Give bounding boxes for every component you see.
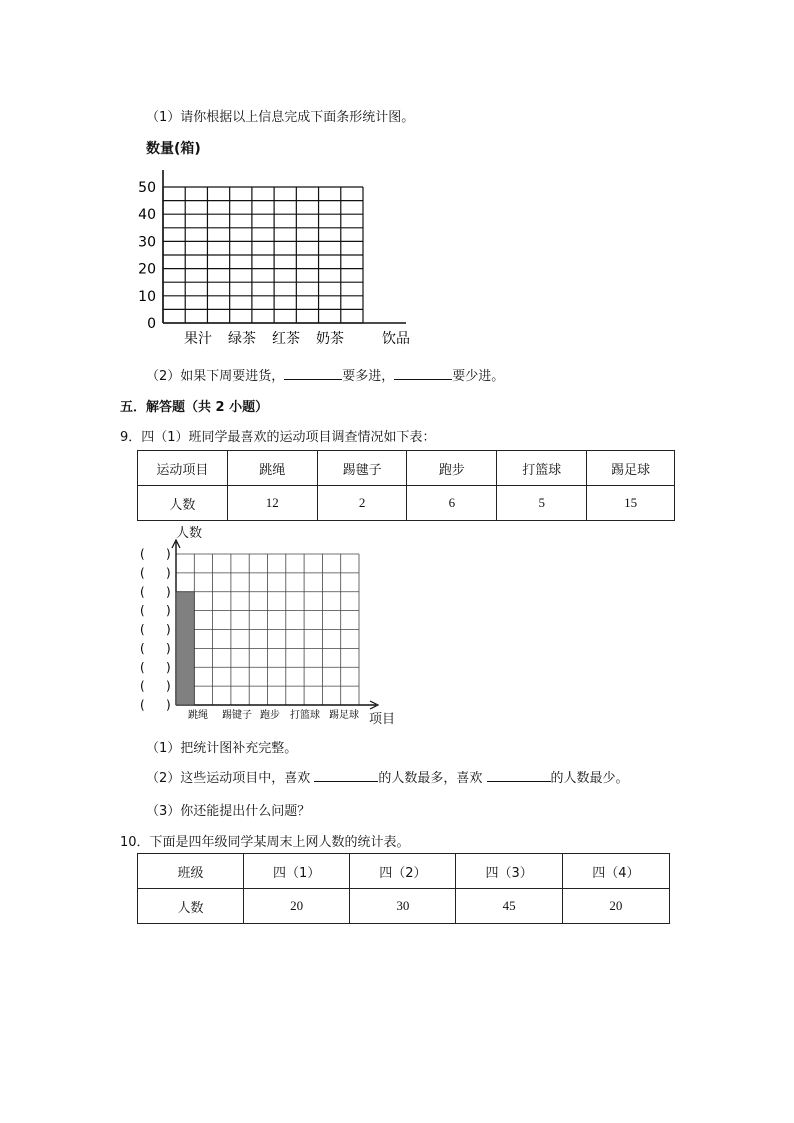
q10-table-cell: 45: [456, 889, 562, 924]
q8-chart-ylabel: 数量(箱): [146, 141, 201, 157]
y-label-paren-close: ): [166, 679, 171, 694]
q9-part1: （1）把统计图补充完整。: [146, 741, 298, 756]
q10-table-cell: 四（3）: [456, 854, 562, 889]
y-label-paren-close: ): [166, 622, 171, 637]
y-tick-label: 50: [138, 180, 156, 196]
q9-table-cell: 5: [497, 486, 587, 521]
y-label-paren-open: (: [140, 603, 145, 618]
q9-table-cell: 跑步: [407, 451, 497, 486]
q9-chart-svg: [130, 538, 410, 728]
y-label-paren-close: ): [166, 603, 171, 618]
x-tick-label: 跑步: [260, 710, 280, 721]
q10-table-cell: 人数: [138, 889, 244, 924]
y-label-paren-close: ): [166, 565, 171, 580]
q9-chart: [130, 538, 410, 728]
q10-table-header-row: [138, 854, 670, 889]
q9-table-cell: 15: [587, 486, 675, 521]
q9-blank-most[interactable]: [314, 769, 378, 782]
y-label-paren-open: (: [140, 622, 145, 637]
q9-table-cell: 跳绳: [227, 451, 317, 486]
q10-table-cell: 30: [350, 889, 456, 924]
x-tick-label: 红茶: [272, 331, 300, 347]
q10-table-data-row: [138, 889, 670, 924]
y-label-paren-open: (: [140, 565, 145, 580]
q8-part2-c: 要少进。: [452, 369, 505, 384]
q9-chart-xlabel: 项目: [369, 712, 396, 727]
q10-table: [137, 853, 670, 924]
y-tick-label: 20: [138, 261, 156, 278]
x-tick-label: 打篮球: [290, 710, 320, 721]
x-axis-label: 饮品: [382, 331, 410, 347]
q8-blank-more[interactable]: [284, 367, 342, 380]
y-label-paren-open: (: [140, 698, 145, 712]
x-tick-label: 果汁: [184, 331, 212, 347]
q10-table-cell: 20: [244, 889, 350, 924]
q10-table-cell: 四（1）: [244, 854, 350, 889]
q9-table: [137, 450, 675, 521]
q10-stem: 10．下面是四年级同学某周末上网人数的统计表。: [120, 835, 410, 850]
q8-part1: （1）请你根据以上信息完成下面条形统计图。: [146, 110, 415, 125]
q8-part2-b: 要多进，: [342, 369, 395, 384]
y-label-paren-close: ): [166, 660, 171, 675]
q10-table-cell: 四（2）: [350, 854, 456, 889]
q10-table-cell: 四（4）: [562, 854, 669, 889]
q9-table-cell: 12: [227, 486, 317, 521]
q9-part2-c: 的人数最少。: [550, 771, 629, 786]
q10-table-cell: 班级: [138, 854, 244, 889]
q9-table-cell: 2: [317, 486, 407, 521]
x-tick-label: 踢键子: [222, 710, 252, 721]
x-tick-label: 踢足球: [329, 710, 359, 721]
y-tick-label: 0: [147, 316, 156, 332]
q9-part3: （3）你还能提出什么问题？: [146, 804, 311, 819]
q9-table-cell: 人数: [138, 486, 228, 521]
q9-table-cell: 踢毽子: [317, 451, 407, 486]
q9-chart-ylabel: 人数: [176, 526, 203, 541]
y-tick-label: 40: [138, 207, 156, 224]
y-label-paren-open: (: [140, 679, 145, 694]
y-label-paren-close: ): [166, 698, 171, 712]
y-label-paren-close: ): [166, 641, 171, 656]
y-label-paren-open: (: [140, 660, 145, 675]
q9-table-cell: 6: [407, 486, 497, 521]
y-tick-label: 10: [138, 288, 156, 305]
y-label-paren-close: ): [166, 547, 171, 561]
q9-table-cell: 运动项目: [138, 451, 228, 486]
y-tick-label: 30: [138, 234, 156, 251]
q8-part2: [146, 365, 504, 384]
q9-table-cell: 踢足球: [587, 451, 675, 486]
y-label-paren-close: ): [166, 584, 171, 599]
q9-table-cell: 打篮球: [497, 451, 587, 486]
q9-table-header-row: [138, 451, 675, 486]
q8-blank-less[interactable]: [394, 367, 452, 380]
x-tick-label: 绿茶: [228, 331, 256, 347]
q8-part2-a: （2）如果下周要进货，: [146, 369, 285, 384]
q9-part2-b: 的人数最多，喜欢: [378, 771, 487, 786]
q9-blank-least[interactable]: [487, 769, 551, 782]
q9-part2: [146, 767, 629, 786]
q9-part2-a: （2）这些运动项目中，喜欢: [146, 771, 315, 786]
q10-table-cell: 20: [562, 889, 669, 924]
x-tick-label: 奶茶: [316, 331, 344, 347]
y-label-paren-open: (: [140, 584, 145, 599]
y-label-paren-open: (: [140, 641, 145, 656]
y-label-paren-open: (: [140, 547, 145, 561]
section-title: 五．解答题（共 2 小题）: [120, 400, 269, 415]
bar: [176, 592, 194, 705]
q8-chart-svg: [138, 160, 428, 350]
q9-table-data-row: [138, 486, 675, 521]
q9-stem: 9．四（1）班同学最喜欢的运动项目调查情况如下表：: [120, 430, 436, 445]
x-tick-label: 跳绳: [188, 710, 208, 721]
q8-chart: [138, 160, 428, 350]
